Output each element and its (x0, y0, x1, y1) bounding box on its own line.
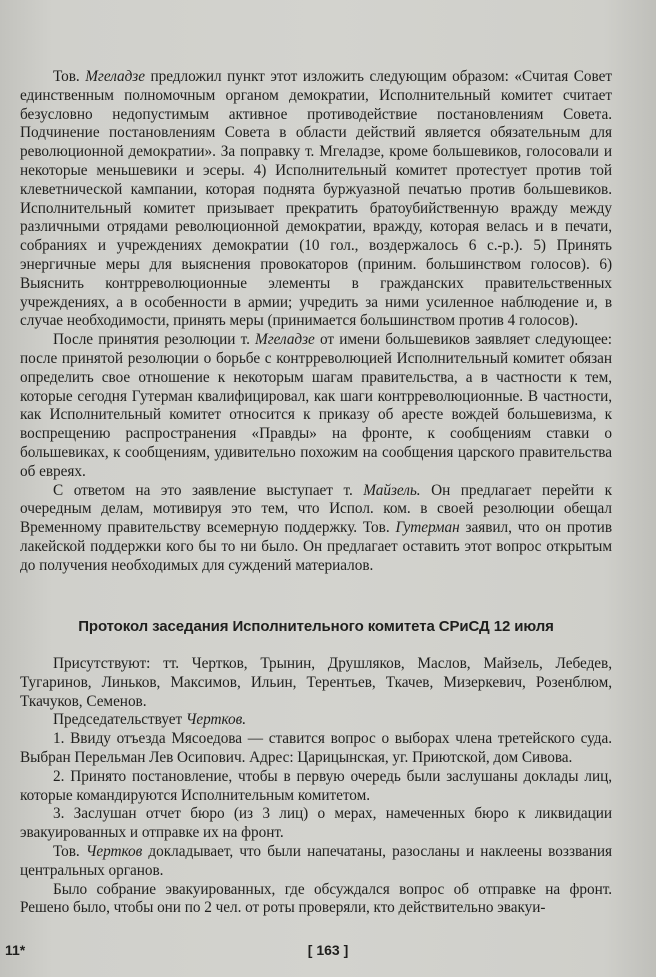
italic-name: Мгеладзе (85, 68, 145, 85)
text-run: докладывает, что были напечатаны, разосланы и наклеены воззвания центральных органов. (20, 842, 612, 879)
chair-paragraph (20, 711, 612, 730)
text-run: 2. Принято постановление, чтобы в первую очередь были заслушаны доклады лиц, которые командируются Исполнительным комитетом. (20, 767, 612, 804)
text-run: Тов. (53, 842, 86, 860)
agenda-item (20, 843, 612, 881)
text-run: С ответом на это заявление выступает т. (53, 481, 364, 499)
text-run: Было собрание эвакуированных, где обсуждался вопрос об отправке на фронт. Решено было, чтобы они по 2 чел. от роты проверяли, кто действительно эвакуи- (20, 880, 612, 917)
italic-name: Чертков (85, 842, 143, 860)
agenda-item (20, 881, 612, 919)
text-section-1 (20, 68, 612, 576)
text-run: заявил, что он против лакейской поддержки кого бы то ни было. Он предлагает оставить этот вопрос открытым до получения необходимых для суждений материалов. (20, 519, 612, 574)
agenda-item (20, 805, 612, 843)
agenda-item (20, 730, 612, 768)
text-section-2 (20, 655, 612, 918)
italic-name: Чертков. (185, 711, 246, 729)
italic-name: Майзель. (363, 481, 421, 499)
italic-name: Гутерман (395, 519, 460, 537)
text-run: Председательствует (53, 711, 186, 729)
paragraph (20, 331, 612, 481)
text-run: 1. Ввиду отъезда Мясоедова — ставится вопрос о выборах члена третейского суда. Выбран Перельман Лев Осипович. Адрес: Царицынская, уг. Приютской, дом Сивова. (20, 730, 612, 766)
agenda-item (20, 768, 612, 806)
text-run: от имени большевиков заявляет следующее: после принятой резолюции о борьбе с контрреволюцией Исполнительный комитет обязан определить свое отношение к некоторым шагам правительства, а в частности к тем, которые сегодня Гутерман квалифицировал, как шаги контрреволюционные. В частности, как Исполнительный комитет относится к приказу об аресте вождей большевизма, к воспрещению распространения «Правды» на фронте, к сообщениям ставки о большевиках, к сообщениям, удивительно похожим на сообщения царского правительства об евреях. (20, 331, 612, 480)
italic-name: Мгеладзе (255, 331, 315, 349)
attendees-paragraph (20, 655, 612, 711)
text-run: 3. Заслушан отчет бюро (из 3 лиц) о мерах, намеченных бюро к ликвидации эвакуированных и отправке их на фронт. (20, 805, 612, 842)
text-run: Тов. (53, 68, 86, 85)
protocol-heading: Протокол заседания Исполнительного комитета СРиСД 12 июля (78, 618, 554, 635)
page-number: [ 163 ] (307, 942, 349, 958)
text-run: Он предлагает перейти к очередным делам, мотивируя это тем, что Испол. ком. в своей резолюции обещал Временному правительству всемерную поддержку. Тов. (20, 481, 612, 537)
paragraph (20, 68, 612, 331)
signature-mark: 11* (5, 942, 26, 958)
text-run: Присутствуют: тт. Чертков, Трынин, Друшляков, Маслов, Майзель, Лебедев, Тугаринов, Линьков, Максимов, Ильин, Терентьев, Ткачев, Мизеркевич, Розенблюм, Ткачуков, Семенов. (20, 655, 612, 710)
text-run: После принятия резолюции т. (53, 331, 256, 349)
text-run: предложил пункт этот изложить следующим образом: «Считая Совет единственным полномочным органом демократии, Исполнительный комитет считает безусловно недопустимым активное противодействие постановлениям Совета. Подчинение постановлениям Совета в области действий является обязательным для революционной демократии». За поправку т. Мгеладзе, кроме большевиков, голосовали и некоторые меньшевики и эсеры. 4) Исполнительный комитет протестует против той клеветнической кампании, которая поднята буржуазной печатью против большевиков. Исполнительный комитет призывает прекратить братоубийственную вражду между различными отрядами революционной демократии, вражду, которая велась и в печати, собраниях и учреждениях демократии (10 гол., воздержалось 6 с.-р.). 5) Принять энергичные меры для выяснения провокаторов (приним. большинством голосов). 6) Выяснить контрреволюционные элементы в гражданских правительственных учреждениях, а в особенности в армии; учредить за ними усиленное наблюдение и, в случае необходимости, принять меры (принимается большинством против 4 голосов). (20, 68, 612, 330)
paragraph (20, 482, 612, 576)
